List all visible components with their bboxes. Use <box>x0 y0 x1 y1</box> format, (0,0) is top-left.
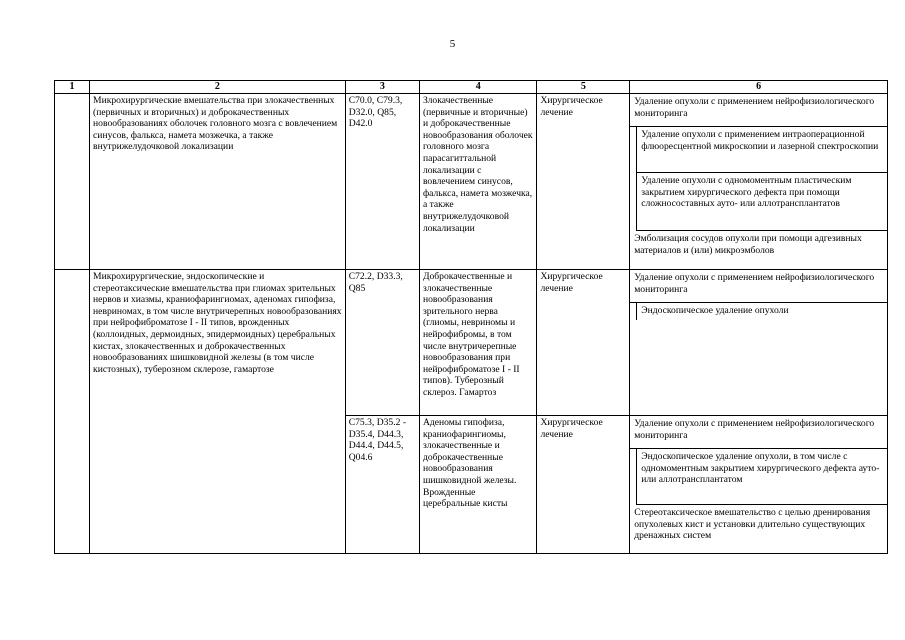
method-item: Удаление опухоли с применением нейрофизиологического мониторинга <box>630 94 887 127</box>
icd-codes: C75.3, D35.2 - D35.4, D44.3, D44.4, D44.5, Q04.6 <box>345 416 419 554</box>
method-item: Удаление опухоли с применением нейрофизиологического мониторинга <box>630 270 887 303</box>
disease-model: Злокачественные (первичные и вторичные) и доброкачественные новообразования оболочек головного мозга парасагиттальной локализации с вовлечением синусов, фалькса, намета мозжечка, а также внутрижелудочковой локализации <box>419 94 537 270</box>
treatment-methods <box>630 270 888 416</box>
treatment-methods <box>630 416 888 554</box>
method-item: Удаление опухоли с применением интраоперационной флюоресцентной микроскопии и лазерной спектроскопии <box>636 127 887 173</box>
disease-model: Аденомы гипофиза, краниофарингиомы, злокачественные и доброкачественные новообразования шишковидной железы. Врожденные церебральные кисты <box>419 416 537 554</box>
intervention-description: Микрохирургические вмешательства при злокачественных (первичных и вторичных) и доброкачественных новообразованиях оболочек головного мозга с вовлечением синусов, фалькса, намета мозжечка, а также внутрижелудочковой локализации <box>90 94 346 270</box>
method-item: Стереотаксическое вмешательство с целью дренирования опухолевых кист и установки длительно существующих дренажных систем <box>634 507 871 542</box>
table-row <box>55 270 888 416</box>
table-header-row <box>55 81 888 94</box>
treatment-type: Хирургическое лечение <box>537 270 630 416</box>
header-col-4: 4 <box>419 81 537 94</box>
disease-model: Доброкачественные и злокачественные новообразования зрительного нерва (глиомы, невриномы и нейрофибромы, в том числе внутричерепные новообразования при нейрофиброматозе I - II типов). Туберозный склероз. Гамартоз <box>419 270 537 416</box>
method-item: Удаление опухоли с применением нейрофизиологического мониторинга <box>630 416 887 449</box>
method-item: Эмболизация сосудов опухоли при помощи адгезивных материалов и (или) микроэмболов <box>634 233 862 256</box>
treatment-methods <box>630 94 888 270</box>
icd-codes: C70.0, C79.3, D32.0, Q85, D42.0 <box>345 94 419 270</box>
header-col-3: 3 <box>345 81 419 94</box>
row-number-cell <box>55 270 90 554</box>
intervention-description: Микрохирургические, эндоскопические и стереотаксические вмешательства при глиомах зрительных нервов и хиазмы, краниофарингиомах, аденомах гипофиза, невриномах, в том числе внутричерепных новообразованиях при нейрофиброматозе I - II типов, врожденных (коллоидных, дермоидных, эпидермоидных) церебральных кистах, злокачественных и доброкачественных новообразованиях шишковидной железы (в том числе кистозных), туберозном склерозе, гамартозе <box>90 270 346 554</box>
treatment-type: Хирургическое лечение <box>537 416 630 554</box>
header-col-5: 5 <box>537 81 630 94</box>
method-item: Эндоскопическое удаление опухоли, в том числе с одномоментным закрытием хирургического дефекта ауто- или аллотрансплантатом <box>636 449 887 505</box>
header-col-6: 6 <box>630 81 888 94</box>
treatment-type: Хирургическое лечение <box>537 94 630 270</box>
procedures-table <box>54 80 888 554</box>
method-item: Эндоскопическое удаление опухоли <box>636 303 887 320</box>
method-item: Удаление опухоли с одномоментным пластическим закрытием хирургического дефекта при помощи сложносоставных ауто- или аллотрансплантатов <box>636 173 887 231</box>
icd-codes: C72.2, D33.3, Q85 <box>345 270 419 416</box>
header-col-1: 1 <box>55 81 90 94</box>
header-col-2: 2 <box>90 81 346 94</box>
page-number: 5 <box>449 38 456 50</box>
row-number-cell <box>55 94 90 270</box>
table-row <box>55 94 888 270</box>
